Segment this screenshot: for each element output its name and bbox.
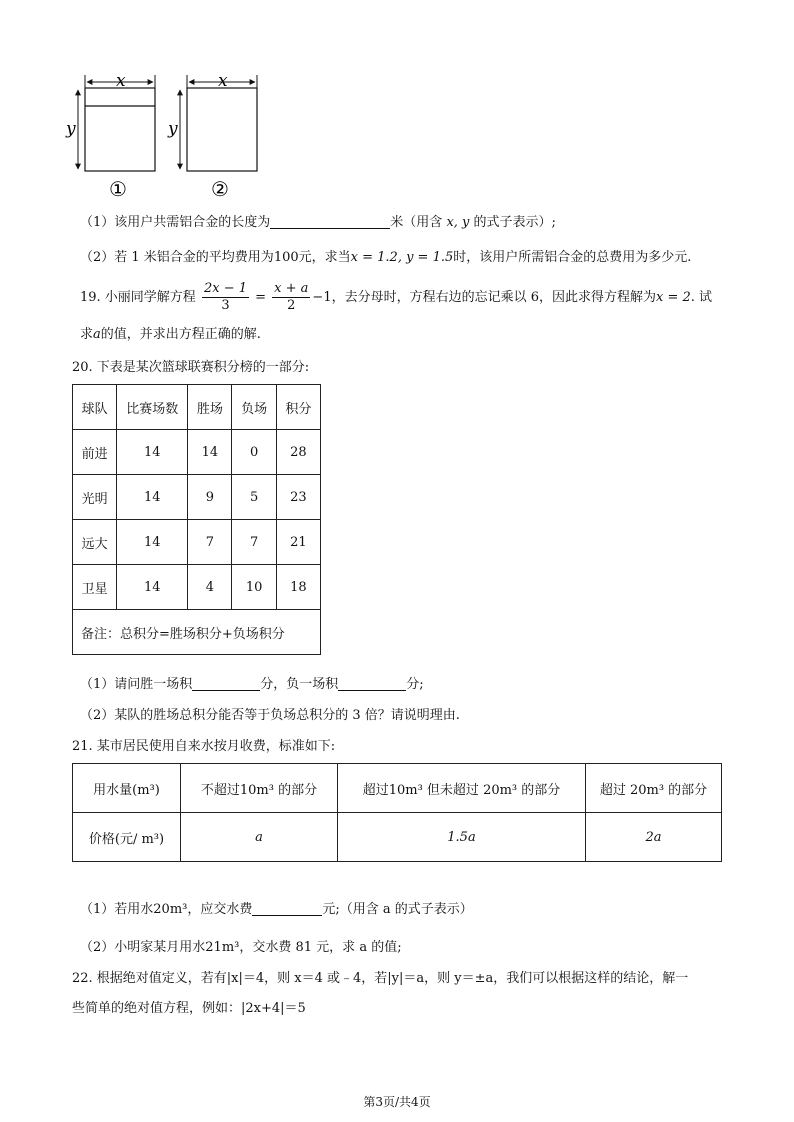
q18-values: x = 1.2, y = 1.5 [350, 250, 454, 265]
q21-part1-a: （1）若用水 [80, 902, 154, 917]
table-cell: 7 [232, 520, 276, 565]
q20-header-cell: 胜场 [188, 385, 232, 430]
q21-price-tier3: 2a [586, 813, 722, 862]
q20-part1-c: 分; [406, 677, 424, 692]
q21-intro: 21. 某市居民使用自来水按月收费，标准如下: [72, 739, 336, 754]
table-cell: 前进 [73, 430, 117, 475]
q19-rest2: 忘记乘以 6，因此求得方程解为 [474, 290, 656, 305]
q18-part2-text-b: 元，求当 [298, 250, 351, 265]
table-cell: 9 [188, 475, 232, 520]
fig2-x-label: x [218, 71, 228, 91]
q22-line2: 些简单的绝对值方程，例如：|2x+4|＝5 [72, 1001, 306, 1016]
q21-header-cell: 用水量(m³) [73, 764, 181, 813]
q21-header-cell: 超过 20m³ 的部分 [586, 764, 722, 813]
table-cell: 14 [117, 520, 188, 565]
q19-line2-b: 的值，并求出方程正确的解. [100, 327, 261, 342]
q19-rest: −1，去分母时，方程右边的 [312, 290, 475, 305]
q19-den2: 2 [287, 298, 296, 313]
fig1-x-label: x [116, 71, 126, 91]
q20-header-cell: 负场 [232, 385, 276, 430]
table-cell: 14 [117, 475, 188, 520]
table-cell: 远大 [73, 520, 117, 565]
table-row [73, 475, 321, 520]
q18-vars: x, y [446, 215, 470, 230]
q21-part1-c: 元;（用含 a 的式子表示） [322, 902, 473, 917]
q19-den1: 3 [221, 298, 230, 313]
q21-header-row [73, 764, 722, 813]
table-cell: 14 [188, 430, 232, 475]
q20-header-cell: 比赛场数 [117, 385, 188, 430]
q18-part1 [80, 214, 556, 232]
q21-part1-amount: 20m³ [153, 902, 188, 917]
table-cell: 18 [276, 565, 320, 610]
q21-answer-blank[interactable] [252, 901, 322, 916]
q21-part1 [80, 901, 473, 919]
table-cell: 28 [276, 430, 320, 475]
q21-part1-b: ，应交水费 [187, 902, 253, 917]
table-cell: 7 [188, 520, 232, 565]
q19-equals: = [255, 290, 267, 305]
page-footer: 第3页/共4页 [363, 1095, 431, 1109]
q19-num1: 2x − 1 [203, 281, 247, 296]
table-cell: 光明 [73, 475, 117, 520]
q18-cost: 100 [273, 250, 299, 265]
q19-num2: x + a [274, 281, 309, 296]
q20-answer-blank-loss[interactable] [338, 676, 406, 691]
q18-part1-text: （1）该用户共需铝合金的长度为 [80, 215, 271, 230]
table-cell: 卫星 [73, 565, 117, 610]
fig2-y-label: y [168, 119, 178, 139]
table-cell: 5 [232, 475, 276, 520]
fig2-number: ② [211, 177, 229, 201]
q20-part1-a: （1）请问胜一场积 [80, 677, 193, 692]
q18-part2-text-c: 时，该用户所需铝合金的总费用为多少元. [453, 250, 692, 265]
figure-1 [65, 71, 155, 201]
table-cell: 10 [232, 565, 276, 610]
q20-note: 备注：总积分=胜场积分+负场积分 [73, 610, 321, 655]
q19-line2 [80, 326, 261, 344]
q20-answer-blank-win[interactable] [192, 676, 260, 691]
q20-part1-b: 分，负一场积 [260, 677, 339, 692]
q21-price-label: 价格(元/ m³) [73, 813, 181, 862]
q20-header-cell: 积分 [276, 385, 320, 430]
q18-part2-text: （2）若 1 米铝合金的平均费用为 [80, 250, 274, 265]
table-row [73, 430, 321, 475]
q20-standings-table [72, 384, 321, 655]
table-cell: 14 [117, 565, 188, 610]
q18-answer-blank-1[interactable] [270, 214, 390, 229]
q19-solution: x = 2 [656, 290, 691, 305]
q21-part2-amount: 21m³ [205, 940, 240, 955]
q20-note-row [73, 610, 321, 655]
q21-part2 [80, 939, 402, 957]
q21-water-price-table [72, 763, 722, 862]
q20-part1 [80, 676, 424, 694]
table-row [73, 813, 722, 862]
q20-header-cell: 球队 [73, 385, 117, 430]
q21-part2-a: （2）小明家某月用水 [80, 940, 206, 955]
q18-part2 [80, 249, 691, 267]
q19-var-a: a [93, 327, 101, 342]
figure-2 [167, 71, 257, 201]
table-cell: 4 [188, 565, 232, 610]
table-cell: 14 [117, 430, 188, 475]
q19-rest3: . 试 [690, 290, 713, 305]
q20-header-row [73, 385, 321, 430]
fig1-number: ① [109, 177, 127, 201]
q21-header-cell: 超过10m³ 但未超过 20m³ 的部分 [338, 764, 586, 813]
table-row [73, 565, 321, 610]
q19-line1 [80, 280, 712, 316]
q22-line1: 22. 根据绝对值定义，若有|x|＝4，则 x＝4 或﹣4，若|y|＝a，则 y＝±a，我们可以根据这样的结论，解一 [72, 971, 689, 986]
q19-lead: 19. 小丽同学解方程 [80, 290, 196, 305]
q18-part1-text-b: 米（用含 [390, 215, 443, 230]
q20-part2: （2）某队的胜场总积分能否等于负场总积分的 3 倍？请说明理由. [80, 708, 460, 723]
q19-fraction-left [202, 281, 249, 314]
q21-price-tier1: a [181, 813, 338, 862]
table-cell: 23 [276, 475, 320, 520]
q21-part2-b: ，交水费 81 元，求 a 的值; [239, 940, 402, 955]
q19-line2-a: 求 [80, 327, 94, 342]
fig1-y-label: y [66, 119, 76, 139]
table-cell: 21 [276, 520, 320, 565]
q18-part1-text-c: 的式子表示）; [473, 215, 556, 230]
q19-fraction-right [272, 281, 310, 314]
table-row [73, 520, 321, 565]
rectangle-figures [60, 70, 280, 205]
q21-header-cell: 不超过10m³ 的部分 [181, 764, 338, 813]
q20-intro: 20. 下表是某次篮球联赛积分榜的一部分: [72, 360, 310, 375]
table-cell: 0 [232, 430, 276, 475]
q21-price-tier2: 1.5a [338, 813, 586, 862]
